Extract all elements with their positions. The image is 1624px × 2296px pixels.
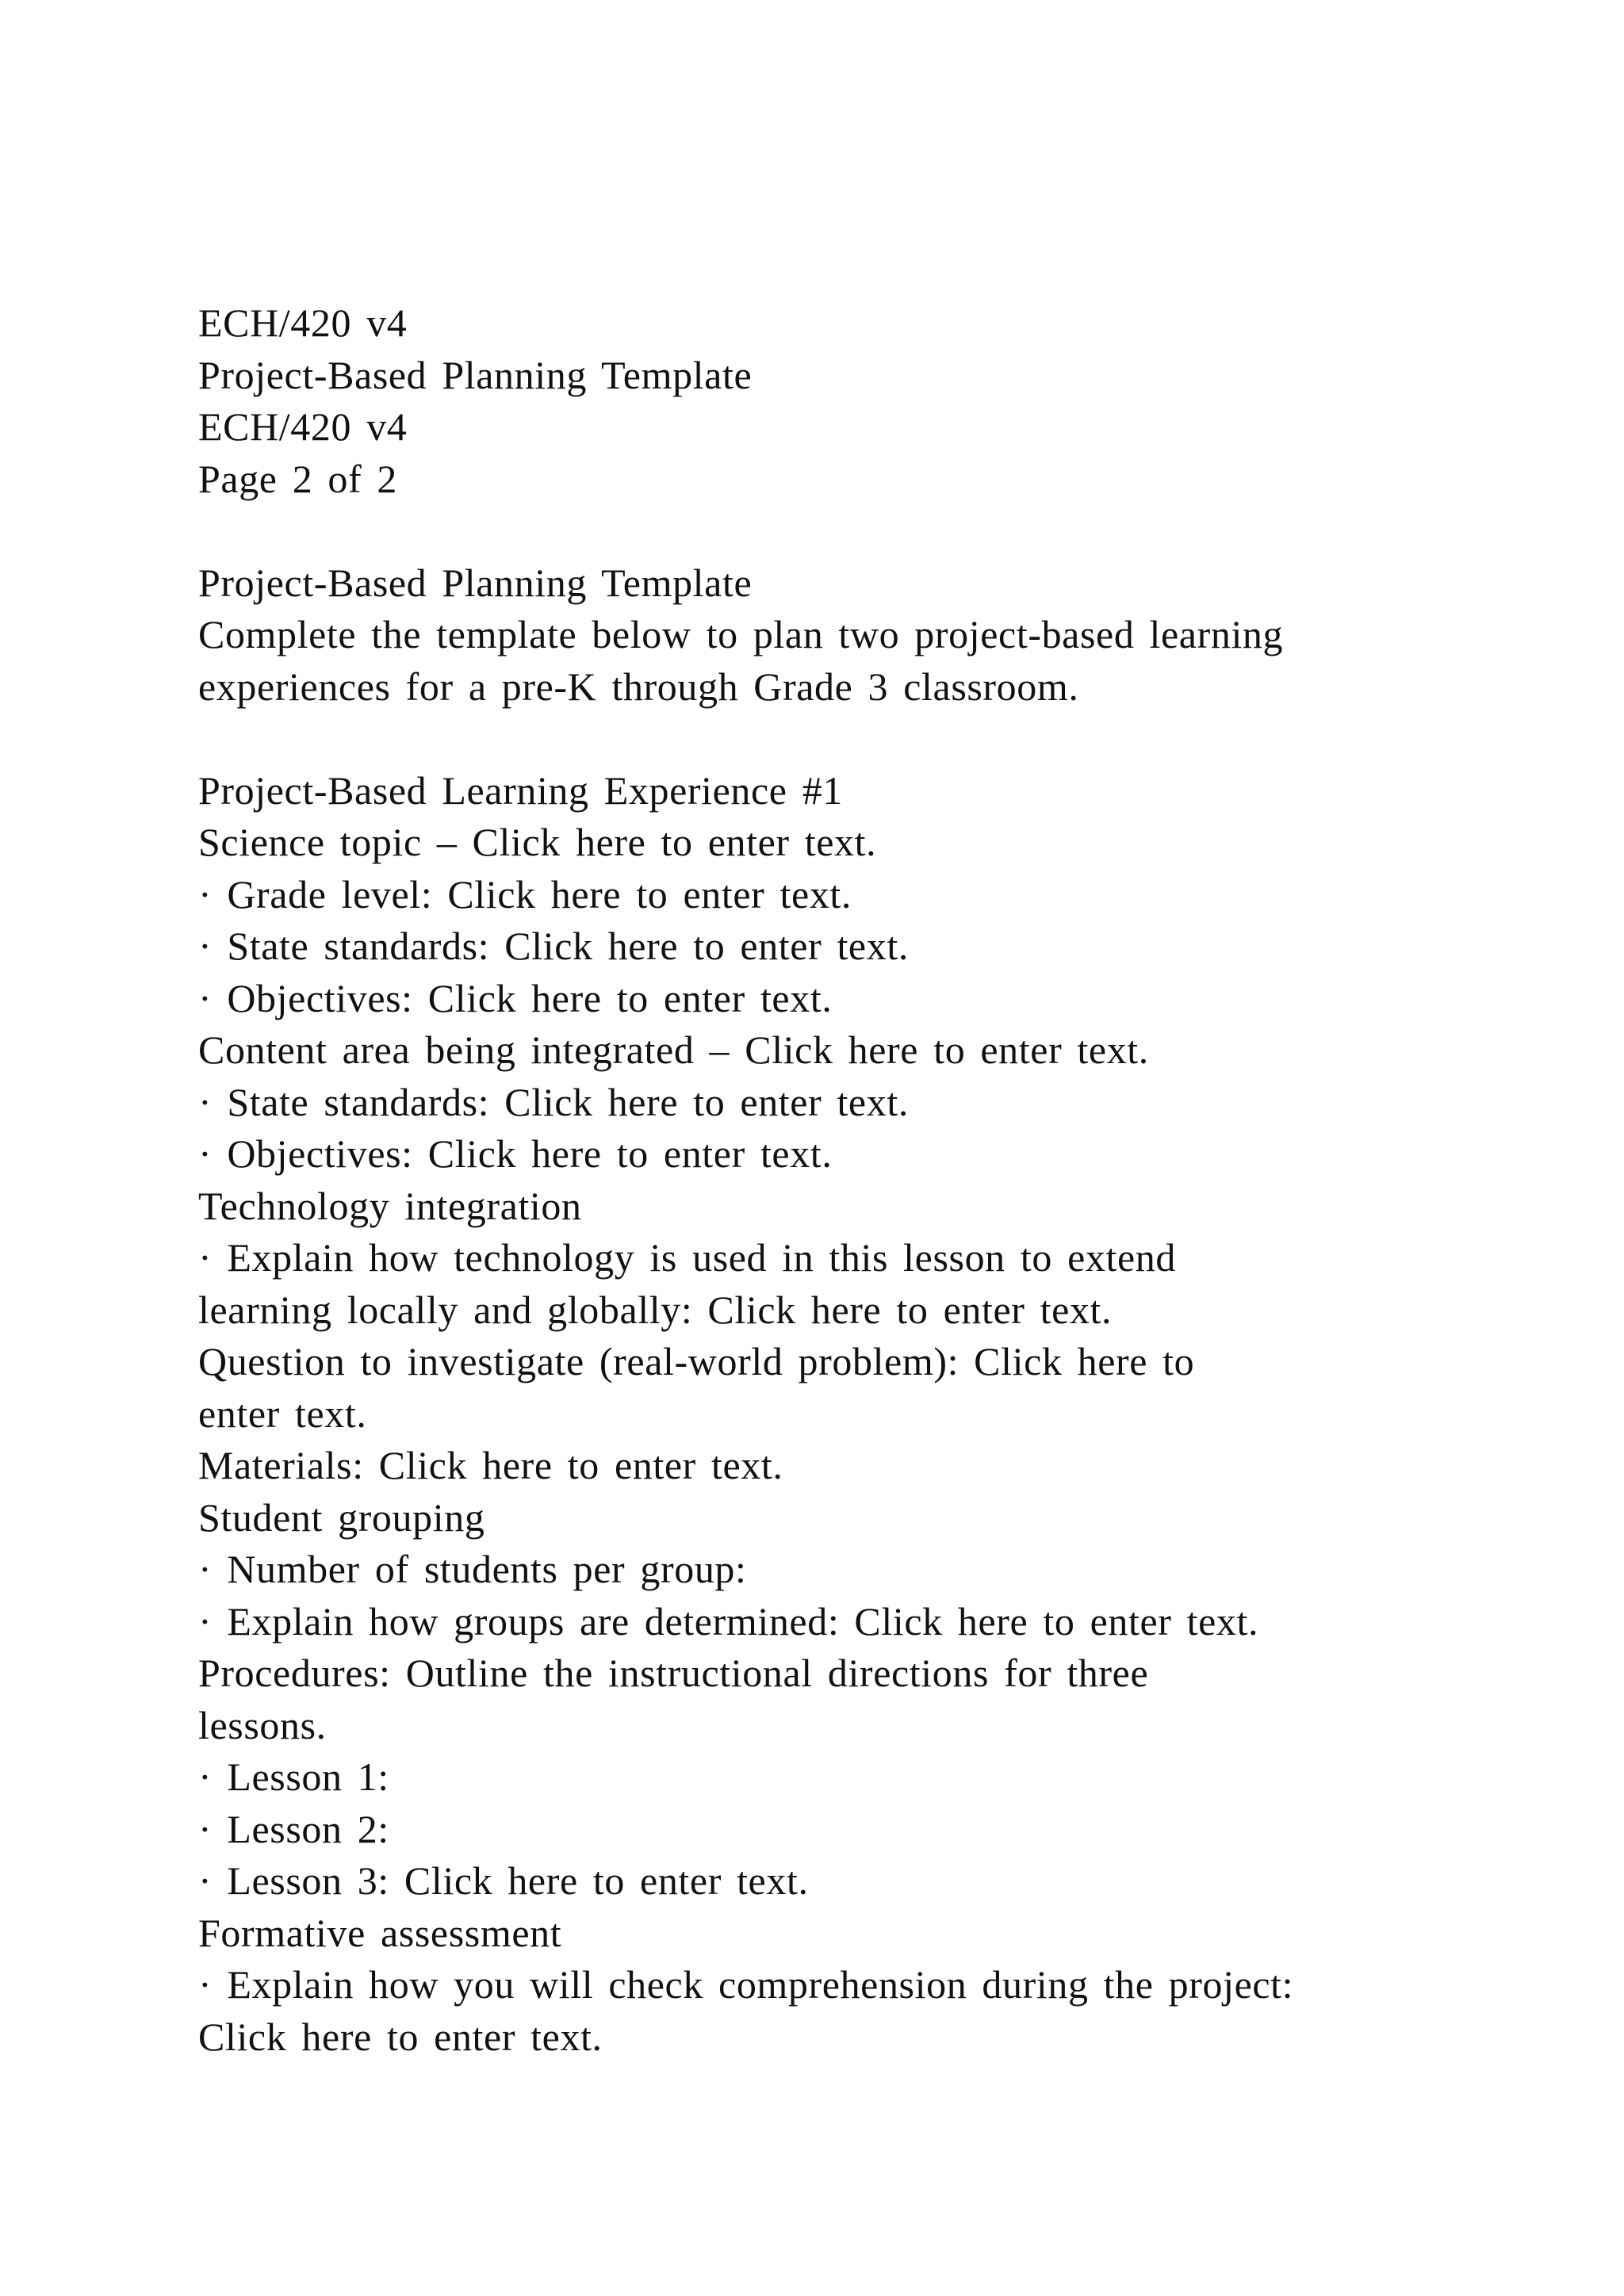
groups-determined-field: · Explain how groups are determined: Click here to enter text. xyxy=(198,1598,1259,1644)
content-objectives-field: · Objectives: Click here to enter text. xyxy=(198,1131,833,1176)
content-state-standards-field: · State standards: Click here to enter text. xyxy=(198,1079,909,1124)
content-area-field: Content area being integrated – Click here to enter text. xyxy=(198,1027,1149,1072)
course-code-header: ECH/420 v4 xyxy=(198,300,408,345)
formative-assessment-heading: Formative assessment xyxy=(198,1910,562,1955)
template-title-header: Project-Based Planning Template xyxy=(198,352,753,397)
science-state-standards-field: · State standards: Click here to enter text. xyxy=(198,924,909,968)
technology-integration-heading: Technology integration xyxy=(198,1183,582,1228)
section-heading-experience-1: Project-Based Learning Experience #1 xyxy=(198,767,843,813)
technology-explain-line-1: · Explain how technology is used in this lesson to extend xyxy=(198,1235,1176,1280)
procedures-line-2: lessons. xyxy=(198,1702,327,1747)
science-objectives-field: · Objectives: Click here to enter text. xyxy=(198,975,833,1020)
blank-line xyxy=(198,505,1594,557)
formative-explain-line-2: Click here to enter text. xyxy=(198,2014,603,2059)
document-title: Project-Based Planning Template xyxy=(198,560,753,605)
instructions-line-1: Complete the template below to plan two project-based learning xyxy=(198,612,1284,656)
formative-explain-line-1: · Explain how you will check comprehension during the project: xyxy=(198,1962,1294,2007)
student-grouping-heading: Student grouping xyxy=(198,1494,485,1540)
page-number: Page 2 of 2 xyxy=(198,456,397,501)
document-body xyxy=(198,297,1594,2063)
lesson-1-field: · Lesson 1: xyxy=(198,1755,389,1799)
lesson-3-field: · Lesson 3: Click here to enter text. xyxy=(198,1858,809,1903)
question-field-line-2: enter text. xyxy=(198,1391,367,1436)
technology-explain-line-2: learning locally and globally: Click here to enter text. xyxy=(198,1287,1113,1332)
instructions-line-2: experiences for a pre-K through Grade 3 classroom. xyxy=(198,664,1079,709)
blank-line xyxy=(198,713,1594,765)
students-per-group-field: · Number of students per group: xyxy=(198,1547,747,1591)
procedures-line-1: Procedures: Outline the instructional directions for three xyxy=(198,1651,1149,1695)
science-topic-field: Science topic – Click here to enter text. xyxy=(198,820,877,864)
lesson-2-field: · Lesson 2: xyxy=(198,1806,389,1851)
question-field-line-1: Question to investigate (real-world problem): Click here to xyxy=(198,1339,1195,1383)
course-code-header-repeat: ECH/420 v4 xyxy=(198,404,408,449)
materials-field: Materials: Click here to enter text. xyxy=(198,1443,783,1487)
grade-level-field: · Grade level: Click here to enter text. xyxy=(198,871,852,916)
